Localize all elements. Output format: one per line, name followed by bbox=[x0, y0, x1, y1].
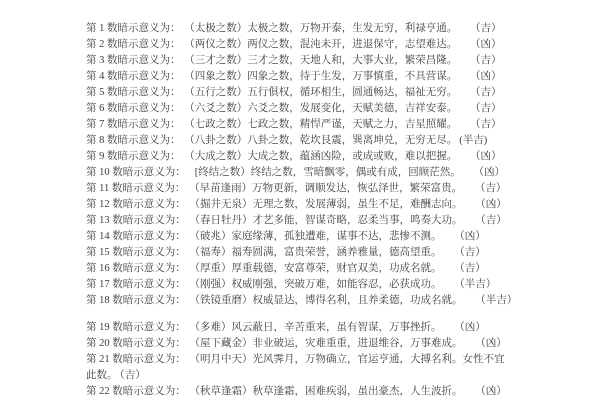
entry-verdict: （吉） bbox=[119, 370, 146, 381]
entry-row bbox=[86, 53, 576, 69]
entry-prefix: 第 14 数暗示意义为： bbox=[86, 231, 186, 242]
entry-text: 此数。 bbox=[86, 370, 118, 381]
entry-row bbox=[86, 181, 576, 197]
entry-verdict: （吉） bbox=[475, 103, 502, 114]
entry-prefix: 第 19 数暗示意义为： bbox=[86, 322, 186, 333]
entry-row bbox=[86, 352, 576, 384]
entry-verdict: （凶） bbox=[475, 39, 502, 50]
entry-text: （八卦之数）八卦之数，乾坎艮震，巽离坤兑，无穷无尽。 bbox=[189, 135, 458, 146]
entry-prefix: 第 21 数暗示意义为： bbox=[86, 354, 186, 365]
entry-group-1 bbox=[86, 21, 576, 309]
entry-verdict: （凶） bbox=[480, 386, 507, 397]
entry-continuation bbox=[86, 368, 576, 384]
entry-text: （屋下藏金）非业破运，灾难重重，进退维谷，万事难成。 bbox=[194, 338, 463, 349]
entry-verdict: （吉） bbox=[480, 215, 507, 226]
entry-text: （铁镜重磨）权威显达，博得名利，且养柔德，功成名就。 bbox=[194, 295, 463, 306]
entry-prefix: 第 7 数暗示意义为： bbox=[86, 119, 181, 130]
entry-verdict: （凶） bbox=[459, 322, 486, 333]
entry-verdict: （吉） bbox=[475, 119, 502, 130]
entry-prefix: 第 18 数暗示意义为： bbox=[86, 295, 186, 306]
entry-prefix: 第 22 数暗示意义为： bbox=[86, 386, 186, 397]
entry-text: （六爻之数）六爻之数，发展变化，天赋美德，吉祥安泰。 bbox=[189, 103, 458, 114]
entry-prefix: 第 2 数暗示意义为： bbox=[86, 39, 181, 50]
entry-verdict: （凶） bbox=[480, 338, 507, 349]
entry-prefix: 第 3 数暗示意义为： bbox=[86, 55, 181, 66]
entry-text: （三才之数）三才之数，天地人和，大事大业，繁荣昌隆。 bbox=[189, 55, 458, 66]
entry-prefix: 第 11 数暗示意义为： bbox=[86, 183, 186, 194]
entry-verdict: （半吉） bbox=[459, 279, 497, 290]
entry-text: （七政之数）七政之数，精悍严谨，天赋之力，吉星照耀。 bbox=[189, 119, 458, 130]
entry-text: （明月中天）光风霁月，万物确立，官运亨通，大搏名利。女性不宜 bbox=[194, 354, 505, 365]
entry-prefix: 第 17 数暗示意义为： bbox=[86, 279, 186, 290]
entry-verdict: （凶） bbox=[480, 199, 507, 210]
entry-verdict: （吉） bbox=[459, 247, 486, 258]
entry-text: （秋草逢霜）秋草逢霜，困难疾弱，虽出豪杰，人生波折。 bbox=[194, 386, 463, 397]
entry-prefix: 第 4 数暗示意义为： bbox=[86, 71, 181, 82]
entry-verdict: （凶） bbox=[459, 231, 486, 242]
entry-prefix: 第 16 数暗示意义为： bbox=[86, 263, 186, 274]
entry-row bbox=[86, 69, 576, 85]
entry-row bbox=[86, 149, 576, 165]
entry-row bbox=[86, 229, 576, 245]
entry-row bbox=[86, 293, 576, 309]
entry-verdict: （半吉） bbox=[480, 295, 518, 306]
entry-row bbox=[86, 85, 576, 101]
entry-row bbox=[86, 277, 576, 293]
entry-row bbox=[86, 384, 576, 400]
entry-prefix: 第 20 数暗示意义为： bbox=[86, 338, 186, 349]
entry-prefix: 第 8 数暗示意义为： bbox=[86, 135, 181, 146]
entry-row bbox=[86, 245, 576, 261]
entry-row bbox=[86, 213, 576, 229]
entry-text: （多难）风云蔽日，辛苦重来，虽有智谋，万事挫折。 bbox=[194, 322, 442, 333]
entry-verdict: (半吉) bbox=[459, 135, 488, 146]
entry-text: （早苗逢雨）万物更新，调顺发达，恢弘泽世，繁荣富贵。 bbox=[194, 183, 463, 194]
entry-text: （破兆）家庭缘薄，孤独遭难，谋事不达，悲惨不测。 bbox=[194, 231, 442, 242]
entry-text: [终结之数）终结之数，雪暗飘零，偶或有成，回顾茫然。 bbox=[194, 167, 461, 178]
entry-text: （春日牡丹）才艺多能，智谋奇略，忍柔当事，鸣奏大功。 bbox=[194, 215, 463, 226]
entry-row bbox=[86, 21, 576, 37]
entry-prefix: 第 6 数暗示意义为： bbox=[86, 103, 181, 114]
entry-text: （两仪之数）两仪之数，混沌未开，进退保守，志望难达。 bbox=[189, 39, 458, 50]
entry-verdict: （吉） bbox=[459, 263, 486, 274]
entry-text: （福寿）福寿圆满，富贵荣誉，涵养雅量，德高望重。 bbox=[194, 247, 442, 258]
entry-text: （四象之数）四象之数，待于生发，万事慎重，不具营谋。 bbox=[189, 71, 458, 82]
entry-row bbox=[86, 117, 576, 133]
entry-text: （大成之数）大成之数，蕴涵凶险，或成或败，难以把握。 bbox=[189, 151, 458, 162]
entry-row bbox=[86, 37, 576, 53]
entry-group-2 bbox=[86, 320, 576, 400]
entry-row bbox=[86, 133, 576, 149]
entry-prefix: 第 5 数暗示意义为： bbox=[86, 87, 181, 98]
entry-prefix: 第 15 数暗示意义为： bbox=[86, 247, 186, 258]
entry-verdict: （凶） bbox=[475, 151, 502, 162]
entry-verdict: （吉） bbox=[475, 23, 502, 34]
entry-row bbox=[86, 261, 576, 277]
entry-prefix: 第 1 数暗示意义为： bbox=[86, 23, 181, 34]
entry-row bbox=[86, 197, 576, 213]
entry-row bbox=[86, 336, 576, 352]
entry-row bbox=[86, 101, 576, 117]
entry-verdict: （吉） bbox=[480, 183, 507, 194]
entry-text: （掘井无泉）无理之数，发展薄弱，虽生不足，难酬志向。 bbox=[194, 199, 463, 210]
entry-prefix: 第 10 数暗示意义为： bbox=[86, 167, 186, 178]
entry-prefix: 第 13 数暗示意义为： bbox=[86, 215, 186, 226]
entry-text: （厚重）厚重载德，安富尊荣，财官双美，功成名就。 bbox=[194, 263, 442, 274]
entry-text: （五行之数）五行俱权，循环相生，圆通畅达，福祉无穷。 bbox=[189, 87, 458, 98]
entry-prefix: 第 9 数暗示意义为： bbox=[86, 151, 181, 162]
entry-verdict: （吉） bbox=[475, 87, 502, 98]
entry-verdict: （吉） bbox=[475, 55, 502, 66]
entry-row bbox=[86, 165, 576, 181]
entry-prefix: 第 12 数暗示意义为： bbox=[86, 199, 186, 210]
entry-text: （太极之数）太极之数，万物开泰，生发无穷，利禄亨通。 bbox=[189, 23, 458, 34]
entry-verdict: （凶） bbox=[475, 71, 502, 82]
entry-verdict: （凶） bbox=[478, 167, 505, 178]
entry-text: （刚强）权威刚强，突破万难，如能容忍，必获成功。 bbox=[194, 279, 442, 290]
entry-row bbox=[86, 320, 576, 336]
